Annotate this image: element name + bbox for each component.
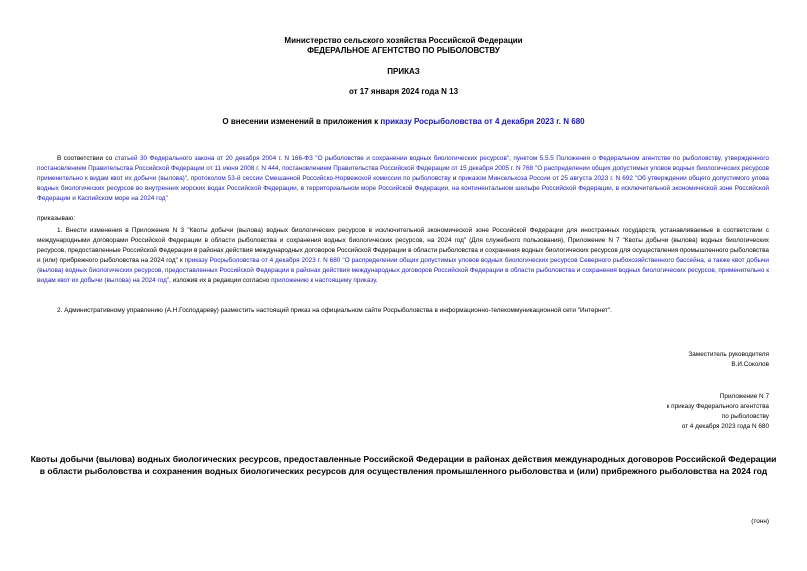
document-type: ПРИКАЗ [387,67,420,76]
signature-block [688,350,769,370]
title-text: О внесении изменений в приложения к [222,117,381,126]
signatory-position: Заместитель руководителя [688,351,769,358]
appendix-number: Приложение N 7 [719,393,769,400]
appendix-line: по рыболовству [721,413,769,420]
order-item-1 [37,226,769,286]
link-law-166fz[interactable]: статьей 30 Федерального закона от 20 декабря 2004 г. N 166-ФЗ "О рыболовстве и сохранении водных биологических ресурсов" [114,155,510,162]
title-link[interactable]: приказу Росрыболовства от 4 декабря 2023 г. N 680 [380,117,585,126]
signatory-name: В.И.Соколов [731,361,769,368]
appendix-reference [667,392,769,432]
order-word: приказываю: [37,215,75,222]
item-text: , изложив их в редакции согласно [169,277,272,284]
link-order-692[interactable]: приказом Минсельхоза России от 25 августа 2023 г. N 692 "Об утверждении общего допустимого улова водных биологических ресурсов во внутренних морских водах Российской Федерации, в территориальном море Российской Федерации, на континентальном шельфе Российской Федерации, в исключительной экономической зоне Российской Федерации и Каспийском море на 2024 год" [37,175,769,202]
preamble-text: , [278,165,283,172]
item-text: . [375,277,378,284]
appendix-line: от 4 декабря 2023 года N 680 [681,423,769,430]
quota-table-title: Квоты добычи (вылова) водных биологических ресурсов, предоставленные Российской Федерации в районах действия международных договоров Российской Федерации в области рыболовства и сохранения водных биологических ресурсов для осуществления промышленного рыболовства и (или) прибрежного рыболовства на 2024 год [30,454,777,476]
appendix-line: к приказу Федерального агентства [666,403,769,410]
preamble-text: , [187,175,191,182]
unit-label: (тонн) [751,518,769,525]
link-appendix[interactable]: приложению к настоящему приказу [271,277,376,284]
preamble-text: и [450,175,459,182]
link-order-680[interactable]: приказу Росрыболовства от 4 декабря 2023 г. N 680 "О распределении общих допустимых уловов водных биологических ресурсов Северного рыбохозяйственного бассейна, а также квот добычи (вылова) водных биологических ресурсов, предоставленных Российской Федерации в районах действия международных договоров Российской Федерации в области рыболовства и сохранения водных биологических ресурсов, применительно к видам квот их добычи (вылова) на 2024 год" [37,257,769,284]
preamble-text: В соответствии со [57,155,115,162]
document-title [0,117,807,126]
ministry-name: Министерство сельского хозяйства Российской Федерации [284,36,523,45]
preamble [37,154,769,204]
agency-name: ФЕДЕРАЛЬНОЕ АГЕНТСТВО ПО РЫБОЛОВСТВУ [307,46,500,55]
preamble-text: , [509,155,514,162]
link-protocol-53[interactable]: протоколом 53-й сессии Смешанной Российско-Норвежской комиссии по рыболовству [190,175,451,182]
link-resolution-768[interactable]: постановлением Правительства Российской Федерации от 15 декабря 2005 г. N 768 "О распределении общих допустимых уловов водных биологических ресурсов применительно к видам квот их добычи (вылова)" [37,165,769,182]
document-date-number: от 17 января 2024 года N 13 [348,87,459,96]
link-regulation-444[interactable]: пунктом 5.5.5 Положения о Федеральном агентстве по рыболовству, утвержденного постановлением Правительства Российской Федерации от 11 июня 2008 г. N 444 [37,155,769,172]
item-text: 1. Внести изменения в Приложение N 3 "Квоты добычи (вылова) водных биологических ресурсов в исключительной экономической зоне Российской Федерации для иностранных государств, устанавливаемые в соответствии с международными договорами Российской Федерации в области рыболовства и сохранения водных биологических ресурсов, на 2024 год" (Для служебного пользования), Приложение N 7 "Квоты добычи (вылова) водных биологических ресурсов, предоставленные Российской Федерации в районах действия международных договоров Российской Федерации в области рыболовства и сохранения водных биологических ресурсов для осуществления промышленного рыболовства и (или) прибрежного рыболовства на 2024 год" к [37,227,769,264]
order-item-2: 2. Административному управлению (А.Н.Господареву) разместить настоящий приказ на официальном сайте Росрыболовства в информационно-телекоммуникационной сети "Интернет". [57,307,612,314]
